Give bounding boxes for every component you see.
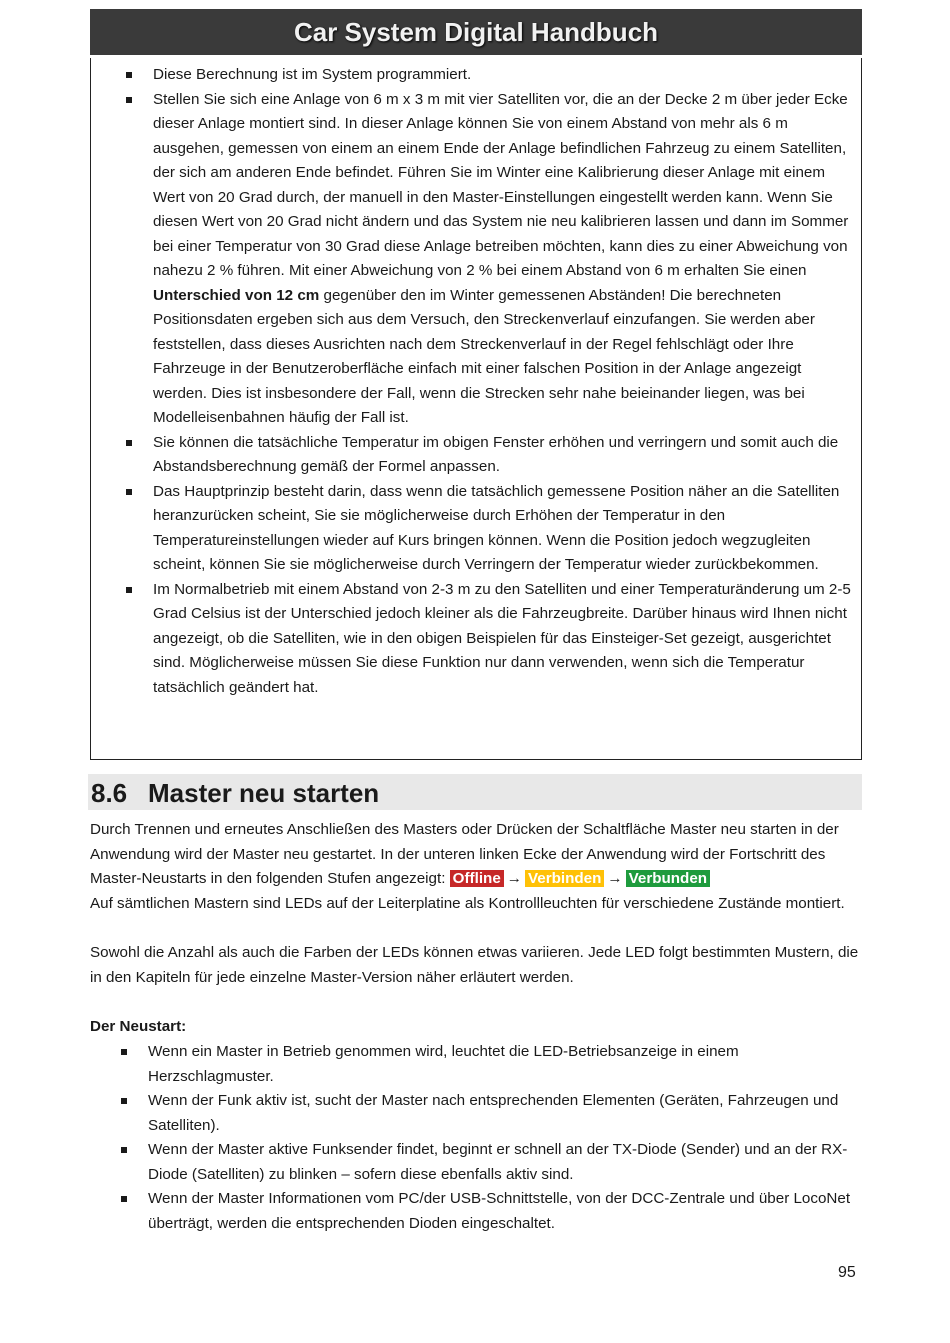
bullet-square-icon bbox=[121, 1098, 127, 1104]
header-title: Car System Digital Handbuch bbox=[293, 16, 659, 47]
page-number: 95 bbox=[838, 1264, 856, 1281]
bullet-square-icon bbox=[126, 489, 132, 495]
bullet-square-icon bbox=[126, 97, 132, 103]
bullet-square-icon bbox=[126, 587, 132, 593]
status-badge-connecting: Verbinden bbox=[525, 870, 604, 887]
led-pattern-paragraph: Sowohl die Anzahl als auch die Farben der LEDs können etwas variieren. Jede LED folgt bestimmten Mustern, die in den Kapiteln für jede einzelne Master-Version näher erläutert werden. bbox=[90, 944, 859, 986]
list-item: Wenn der Master Informationen vom PC/der USB-Schnittstelle, von der DCC-Zentrale und über LocoNet überträgt, werden die entsprechenden Dioden eingeschaltet. bbox=[148, 1187, 858, 1236]
intro-paragraph: Durch Trennen und erneutes Anschließen des Masters oder Drücken der Schaltfläche Master neu starten in der Anwendung wird der Master neu gestartet. In der unteren linken Ecke der Anwendung wird der Fortschritt des Master-Neustarts in den folgenden Stufen angezeigt: Offline → Verbinden → Verbunden bbox=[90, 821, 839, 887]
list-item: Im Normalbetrieb mit einem Abstand von 2-3 m zu den Satelliten und einer Temperaturänderung um 2-5 Grad Celsius ist der Unterschied jedoch kleiner als die Fahrzeugbreite. Darüber hinaus wird Ihnen nicht angezeigt, ob die Satelliten, wie in den obigen Beispielen für das Einsteiger-Set gezeigt, ausgerichtet sind. Möglicherweise müssen Sie diese Funktion nur dann verwenden, wenn sich die Temperatur tatsächlich geändert hat. bbox=[153, 578, 859, 701]
bullet-square-icon bbox=[121, 1049, 127, 1055]
emphasis-text: Unterschied von 12 cm bbox=[153, 286, 320, 304]
info-box-list bbox=[153, 63, 859, 700]
section-heading bbox=[91, 775, 379, 811]
list-item: Sie können die tatsächliche Temperatur im obigen Fenster erhöhen und verringern und somit auch die Abstandsberechnung gemäß der Formel anpassen. bbox=[153, 431, 859, 480]
led-paragraph: Auf sämtlichen Mastern sind LEDs auf der Leiterplatine als Kontrollleuchten für verschiedene Zustände montiert. bbox=[90, 895, 845, 912]
status-badge-offline: Offline bbox=[450, 870, 504, 887]
arrow-right-icon: → bbox=[506, 870, 522, 887]
section-number: 8.6 bbox=[91, 778, 128, 808]
arrow-right-icon: → bbox=[607, 870, 623, 887]
bullet-square-icon bbox=[121, 1147, 127, 1153]
section-title: Master neu starten bbox=[148, 778, 380, 808]
bullet-square-icon bbox=[126, 72, 132, 78]
status-badge-connected: Verbunden bbox=[626, 870, 710, 887]
bullet-square-icon bbox=[126, 440, 132, 446]
page-header bbox=[90, 9, 862, 55]
bullet-square-icon bbox=[121, 1196, 127, 1202]
list-item: Diese Berechnung ist im System programmiert. bbox=[153, 63, 859, 88]
list-item: Wenn der Master aktive Funksender findet, beginnt er schnell an der TX-Diode (Sender) und an der RX-Diode (Satelliten) zu blinken – sofern diese ebenfalls aktiv sind. bbox=[148, 1138, 858, 1187]
info-box bbox=[90, 58, 862, 760]
list-item: Wenn der Funk aktiv ist, sucht der Master nach entsprechenden Elementen (Geräten, Fahrzeugen und Satelliten). bbox=[148, 1089, 858, 1138]
neustart-list bbox=[148, 1040, 858, 1236]
list-item: Stellen Sie sich eine Anlage von 6 m x 3 m mit vier Satelliten vor, die an der Decke 2 m über jeder Ecke dieser Anlage montiert sind. In dieser Anlage können Sie von einem Abstand von mehr als 6 m ausgehen, gemessen von einem an einem Ende der Anlage befindlichen Fahrzeug zu einem Satelliten, der sich am anderen Ende befindet. Führen Sie im Winter eine Kalibrierung dieser Anlage mit einem Wert von 20 Grad durch, der manuell in den Master-Einstellungen eingestellt werden kann. Wenn Sie diesen Wert von 20 Grad nicht ändern und das System nie neu kalibrieren lassen und dann im Sommer bei einer Temperatur von 30 Grad diese Anlage betreiben möchten, kann dies zu einer Abweichung von nahezu 2 % führen. Mit einer Abweichung von 2 % bei einem Abstand von 6 m erhalten Sie einen Unterschied von 12 cm gegenüber den im Winter gemessenen Abständen! Die berechneten Positionsdaten ergeben sich aus dem Versuch, den Streckenverlauf einzufangen. Sie werden aber feststellen, dass dieses Ausrichten nach dem Streckenverlauf in der Regel fehlschlägt oder Ihre Fahrzeuge in der Benutzeroberfläche einfach mit einer falschen Position in der Anlage angezeigt werden. Dies ist insbesondere der Fall, wenn die Strecken sehr nahe beieinander liegen, was bei Modelleisenbahnen häufig der Fall ist. bbox=[153, 88, 859, 431]
neustart-heading: Der Neustart: bbox=[90, 1018, 187, 1035]
list-item: Das Hauptprinzip besteht darin, dass wenn die tatsächlich gemessene Position näher an die Satelliten heranzurücken scheint, Sie sie möglicherweise durch Erhöhen der Temperatur in den Temperatureinstellungen wieder auf Kurs bringen können. Wenn die Position jedoch wegzugleiten scheint, können Sie sie möglicherweise durch Verringern der Temperatur wieder zurückbekommen. bbox=[153, 480, 859, 578]
list-item: Wenn ein Master in Betrieb genommen wird, leuchtet die LED-Betriebsanzeige in einem Herzschlagmuster. bbox=[148, 1040, 858, 1089]
